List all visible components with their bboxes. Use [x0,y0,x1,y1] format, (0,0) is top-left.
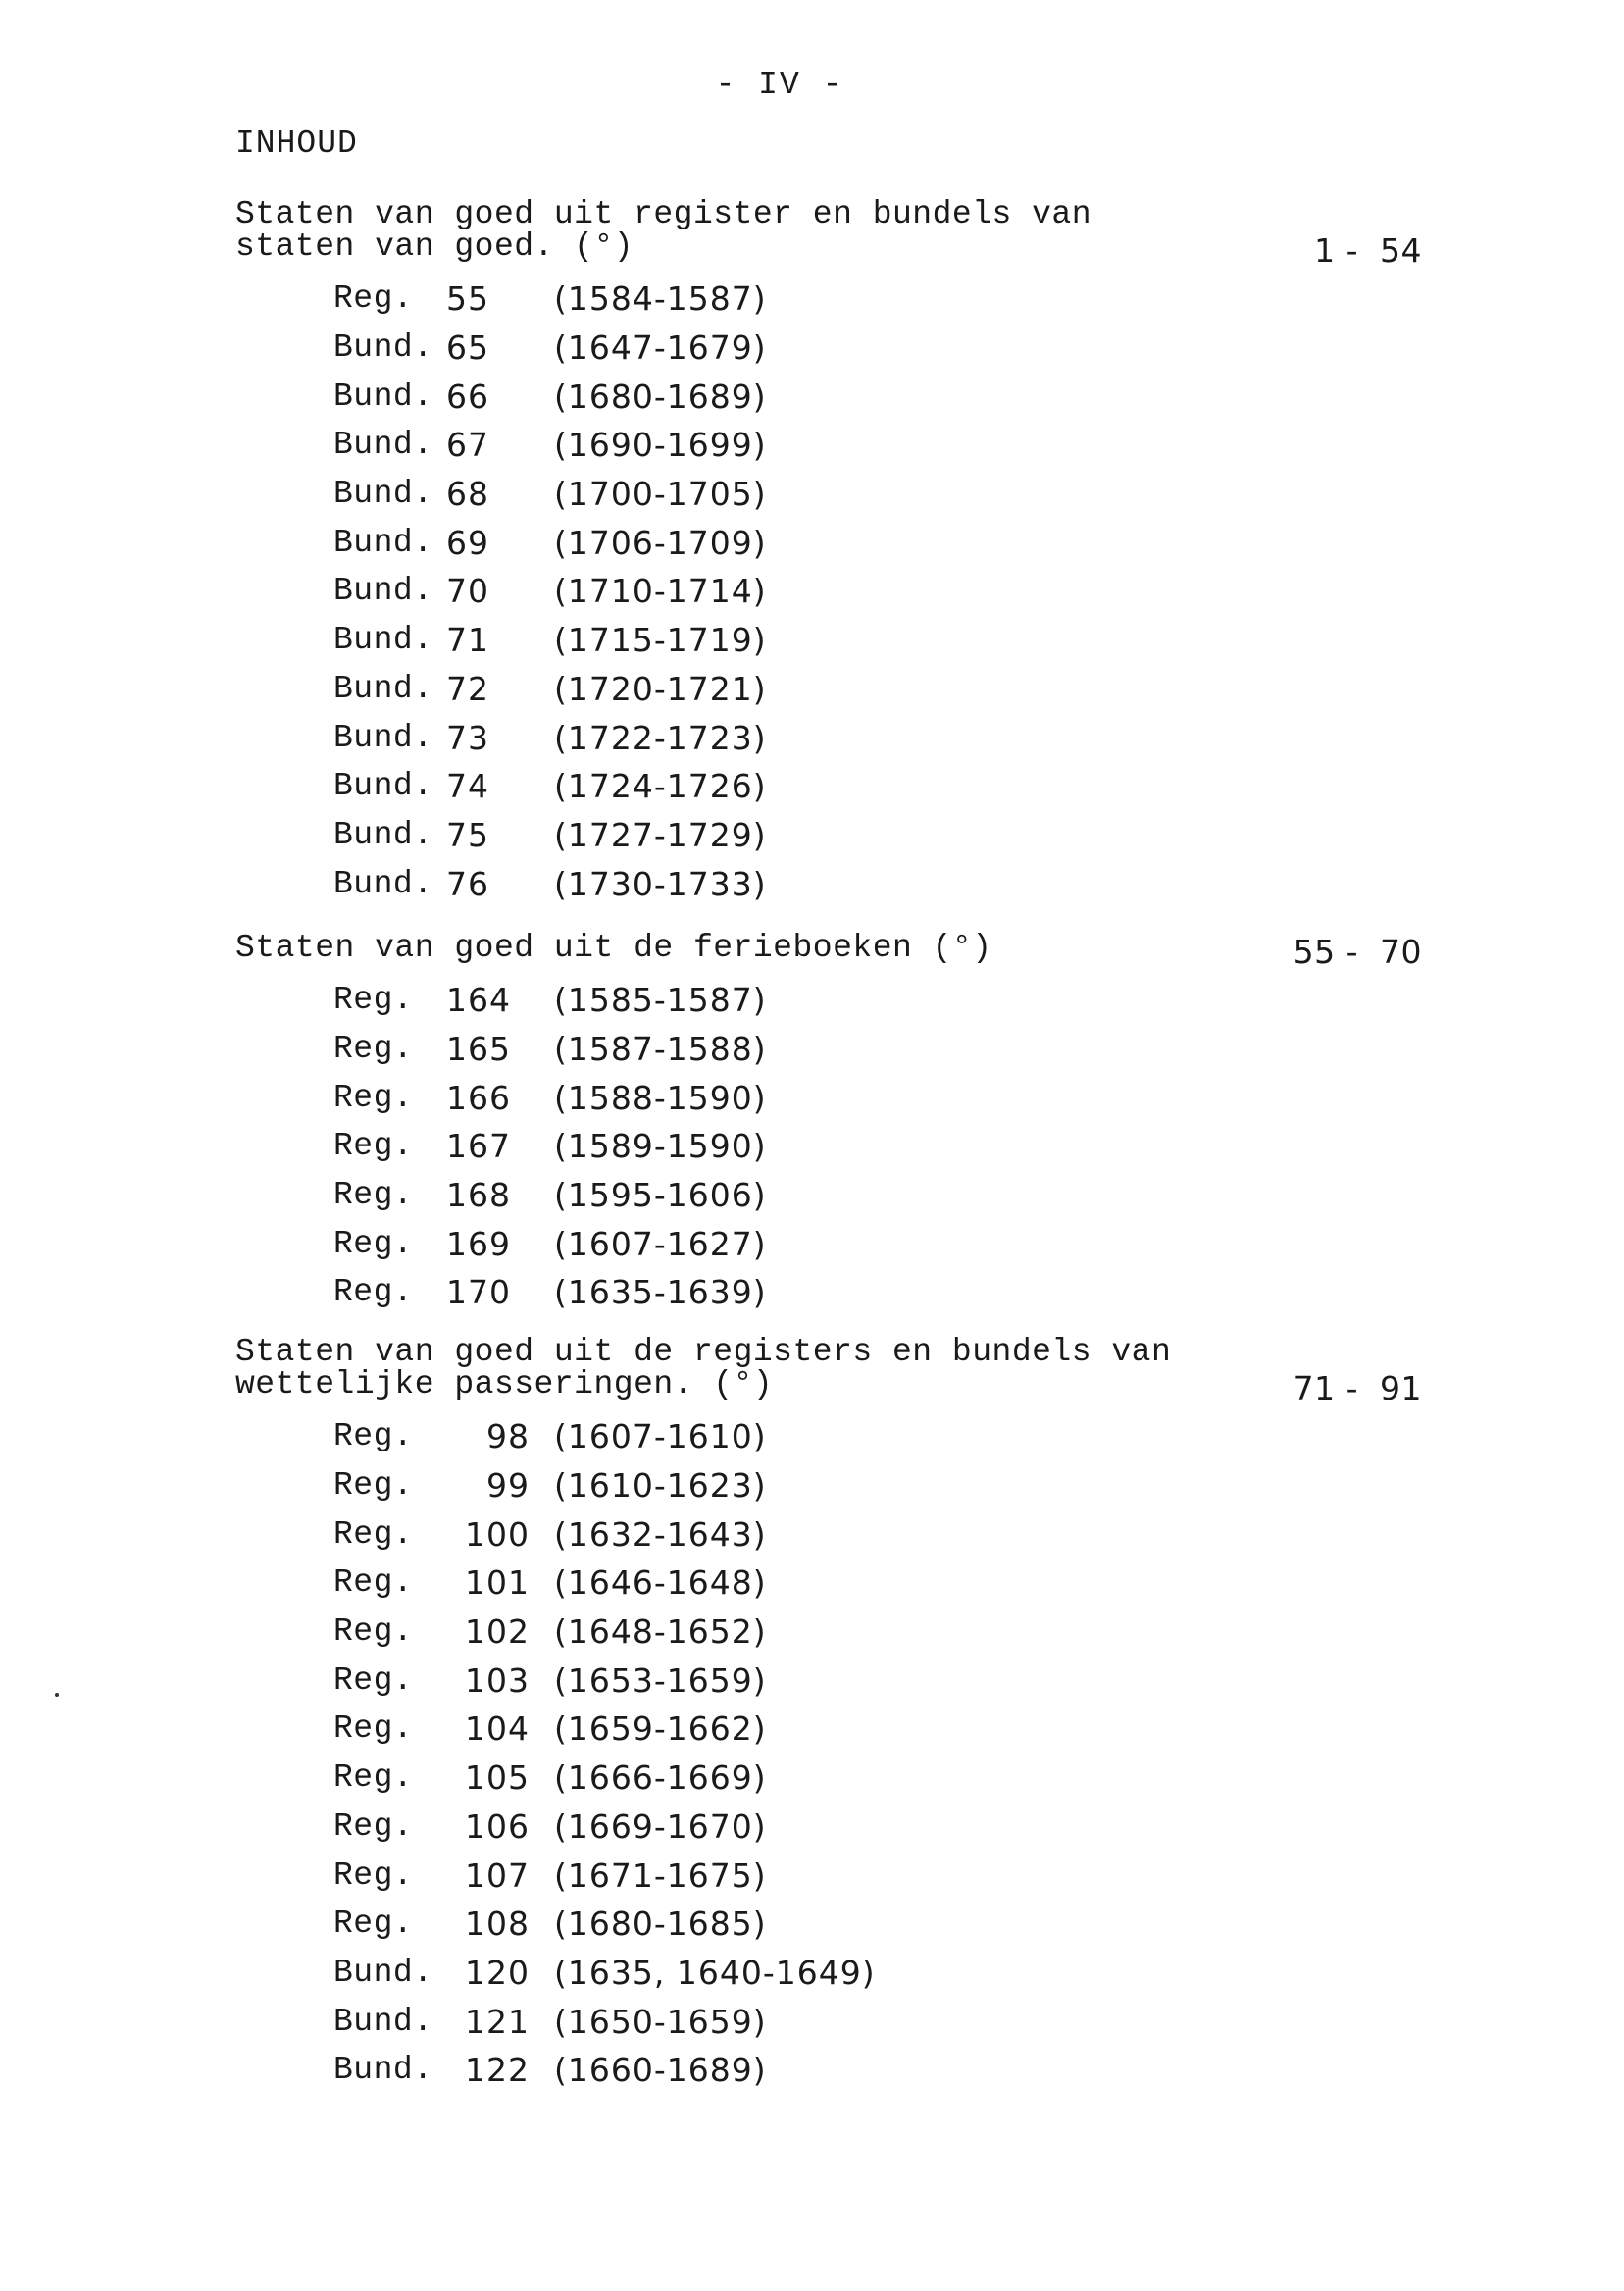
entry-number: 75 [446,815,489,854]
entry-number: 104 [465,1709,530,1749]
entry-number: 100 [465,1514,530,1553]
entry-years: (1666-1669) [554,1758,767,1798]
section-heading [235,1334,1422,1407]
entry-number: 101 [465,1563,530,1603]
list-item [235,1851,1422,1900]
entry-years: (1585-1587) [554,981,767,1020]
entry-type: Reg. [333,1467,414,1504]
entry-type: Bund. [333,2052,433,2089]
entry-number: 73 [446,718,489,757]
list-item [235,616,1422,665]
list-item [235,1171,1422,1220]
entry-type: Bund. [333,524,433,561]
list-item [235,324,1422,373]
entry-years: (1587-1588) [554,1030,767,1069]
section-page-range: 1 - 54 [1314,231,1422,270]
entry-type: Reg. [333,1079,414,1116]
list-item [235,1122,1422,1171]
entry-number: 65 [446,329,489,368]
section-heading-line: Staten van goed uit de ferieboeken (°) [235,930,992,966]
entry-years: (1724-1726) [554,767,767,806]
toc-section-1 [235,198,1422,908]
entry-number: 68 [446,475,489,514]
list-item [235,1509,1422,1558]
entry-years: (1730-1733) [554,864,767,903]
entry-type: Bund. [333,378,433,415]
entry-list [235,976,1422,1317]
section-heading [235,196,1422,270]
list-item [235,976,1422,1025]
list-item [235,421,1422,470]
list-item [235,1997,1422,2046]
entry-number: 72 [446,669,489,708]
entry-years: (1646-1648) [554,1563,767,1603]
entry-number: 106 [465,1807,530,1846]
list-item [235,1607,1422,1656]
entry-type: Reg. [333,1225,414,1262]
list-item [235,1073,1422,1122]
entry-number: 107 [465,1856,530,1895]
list-item [235,1268,1422,1317]
entry-number: 170 [446,1273,511,1312]
entry-type: Reg. [333,1661,414,1699]
entry-years: (1584-1587) [554,280,767,319]
section-heading-line: staten van goed. (°) [235,229,634,265]
entry-number: 164 [446,981,511,1020]
entry-type: Reg. [333,982,414,1019]
entry-number: 168 [446,1176,511,1215]
list-item [235,1803,1422,1852]
list-item [235,372,1422,421]
list-item [235,567,1422,616]
list-item [235,859,1422,908]
entry-list [235,1412,1422,2095]
list-item [235,1412,1422,1461]
entry-type: Reg. [333,1031,414,1068]
entry-number: 121 [465,2002,530,2041]
entry-type: Reg. [333,1564,414,1602]
entry-type: Reg. [333,1515,414,1553]
list-item [235,1558,1422,1607]
entry-number: 55 [446,280,489,319]
list-item [235,811,1422,860]
entry-number: 122 [465,2051,530,2090]
list-item [235,1900,1422,1949]
entry-type: Reg. [333,1759,414,1797]
section-heading-line: Staten van goed uit register en bundels van [235,196,1092,232]
entry-type: Bund. [333,719,433,756]
entry-years: (1715-1719) [554,621,767,660]
entry-type: Bund. [333,330,433,367]
page-number: - IV - [715,67,844,103]
entry-number: 108 [465,1905,530,1944]
entry-years: (1722-1723) [554,718,767,757]
entry-type: Bund. [333,1954,433,1991]
list-item [235,470,1422,519]
list-item [235,275,1422,324]
entry-years: (1690-1699) [554,426,767,465]
entry-number: 70 [446,572,489,611]
entry-years: (1647-1679) [554,329,767,368]
section-heading-line: wettelijke passeringen. (°) [235,1366,774,1402]
entry-years: (1648-1652) [554,1612,767,1652]
entry-type: Reg. [333,1906,414,1943]
entry-years: (1710-1714) [554,572,767,611]
entry-number: 76 [446,864,489,903]
entry-number: 167 [446,1127,511,1166]
entry-years: (1671-1675) [554,1856,767,1895]
entry-years: (1607-1627) [554,1224,767,1263]
entry-type: Bund. [333,768,433,805]
entry-number: 71 [446,621,489,660]
entry-type: Bund. [333,427,433,464]
section-page-range: 55 - 70 [1293,933,1422,971]
entry-number: 67 [446,426,489,465]
page-title: INHOUD [235,126,358,162]
entry-years: (1680-1689) [554,377,767,416]
entry-type: Reg. [333,1807,414,1845]
list-item [235,2046,1422,2095]
entry-years: (1635, 1640-1649) [554,1953,876,1992]
entry-years: (1706-1709) [554,523,767,562]
entry-type: Bund. [333,2003,433,2040]
entry-type: Bund. [333,670,433,707]
list-item [235,665,1422,714]
entry-years: (1659-1662) [554,1709,767,1749]
entry-years: (1635-1639) [554,1273,767,1312]
entry-number: 74 [446,767,489,806]
entry-number: 166 [446,1078,511,1117]
entry-type: Bund. [333,865,433,902]
list-item [235,518,1422,567]
entry-years: (1595-1606) [554,1176,767,1215]
section-page-range: 71 - 91 [1293,1369,1422,1407]
entry-years: (1610-1623) [554,1466,767,1505]
entry-years: (1650-1659) [554,2002,767,2041]
entry-years: (1660-1689) [554,2051,767,2090]
entry-years: (1669-1670) [554,1807,767,1846]
entry-years: (1607-1610) [554,1417,767,1456]
entry-years: (1700-1705) [554,475,767,514]
entry-number: 120 [465,1953,530,1992]
entry-type: Reg. [333,1710,414,1748]
list-item [235,713,1422,762]
entry-number: 98 [486,1417,530,1456]
entry-number: 99 [486,1466,530,1505]
list-item [235,1655,1422,1705]
entry-number: 169 [446,1224,511,1263]
entry-type: Reg. [333,280,414,318]
entry-type: Bund. [333,476,433,513]
entry-list [235,275,1422,908]
entry-type: Reg. [333,1613,414,1651]
entry-years: (1588-1590) [554,1078,767,1117]
section-heading-line: Staten van goed uit de registers en bundels van [235,1334,1172,1370]
entry-number: 102 [465,1612,530,1652]
entry-type: Reg. [333,1418,414,1455]
entry-number: 105 [465,1758,530,1798]
entry-type: Bund. [333,622,433,659]
entry-number: 66 [446,377,489,416]
entry-type: Reg. [333,1128,414,1165]
entry-years: (1589-1590) [554,1127,767,1166]
entry-years: (1632-1643) [554,1514,767,1553]
entry-type: Reg. [333,1857,414,1894]
entry-type: Bund. [333,816,433,853]
list-item [235,1949,1422,1998]
entry-years: (1680-1685) [554,1905,767,1944]
list-item [235,762,1422,811]
list-item [235,1461,1422,1510]
list-item [235,1754,1422,1803]
list-item [235,1219,1422,1268]
entry-type: Reg. [333,1274,414,1311]
entry-years: (1653-1659) [554,1660,767,1700]
entry-years: (1727-1729) [554,815,767,854]
scan-speck [55,1693,59,1697]
entry-type: Bund. [333,573,433,610]
entry-type: Reg. [333,1177,414,1214]
section-heading [235,930,1422,971]
toc-section-2 [235,932,1422,1317]
entry-number: 103 [465,1660,530,1700]
entry-number: 69 [446,523,489,562]
toc-section-3 [235,1336,1422,2095]
list-item [235,1025,1422,1074]
entry-years: (1720-1721) [554,669,767,708]
list-item [235,1705,1422,1754]
entry-number: 165 [446,1030,511,1069]
